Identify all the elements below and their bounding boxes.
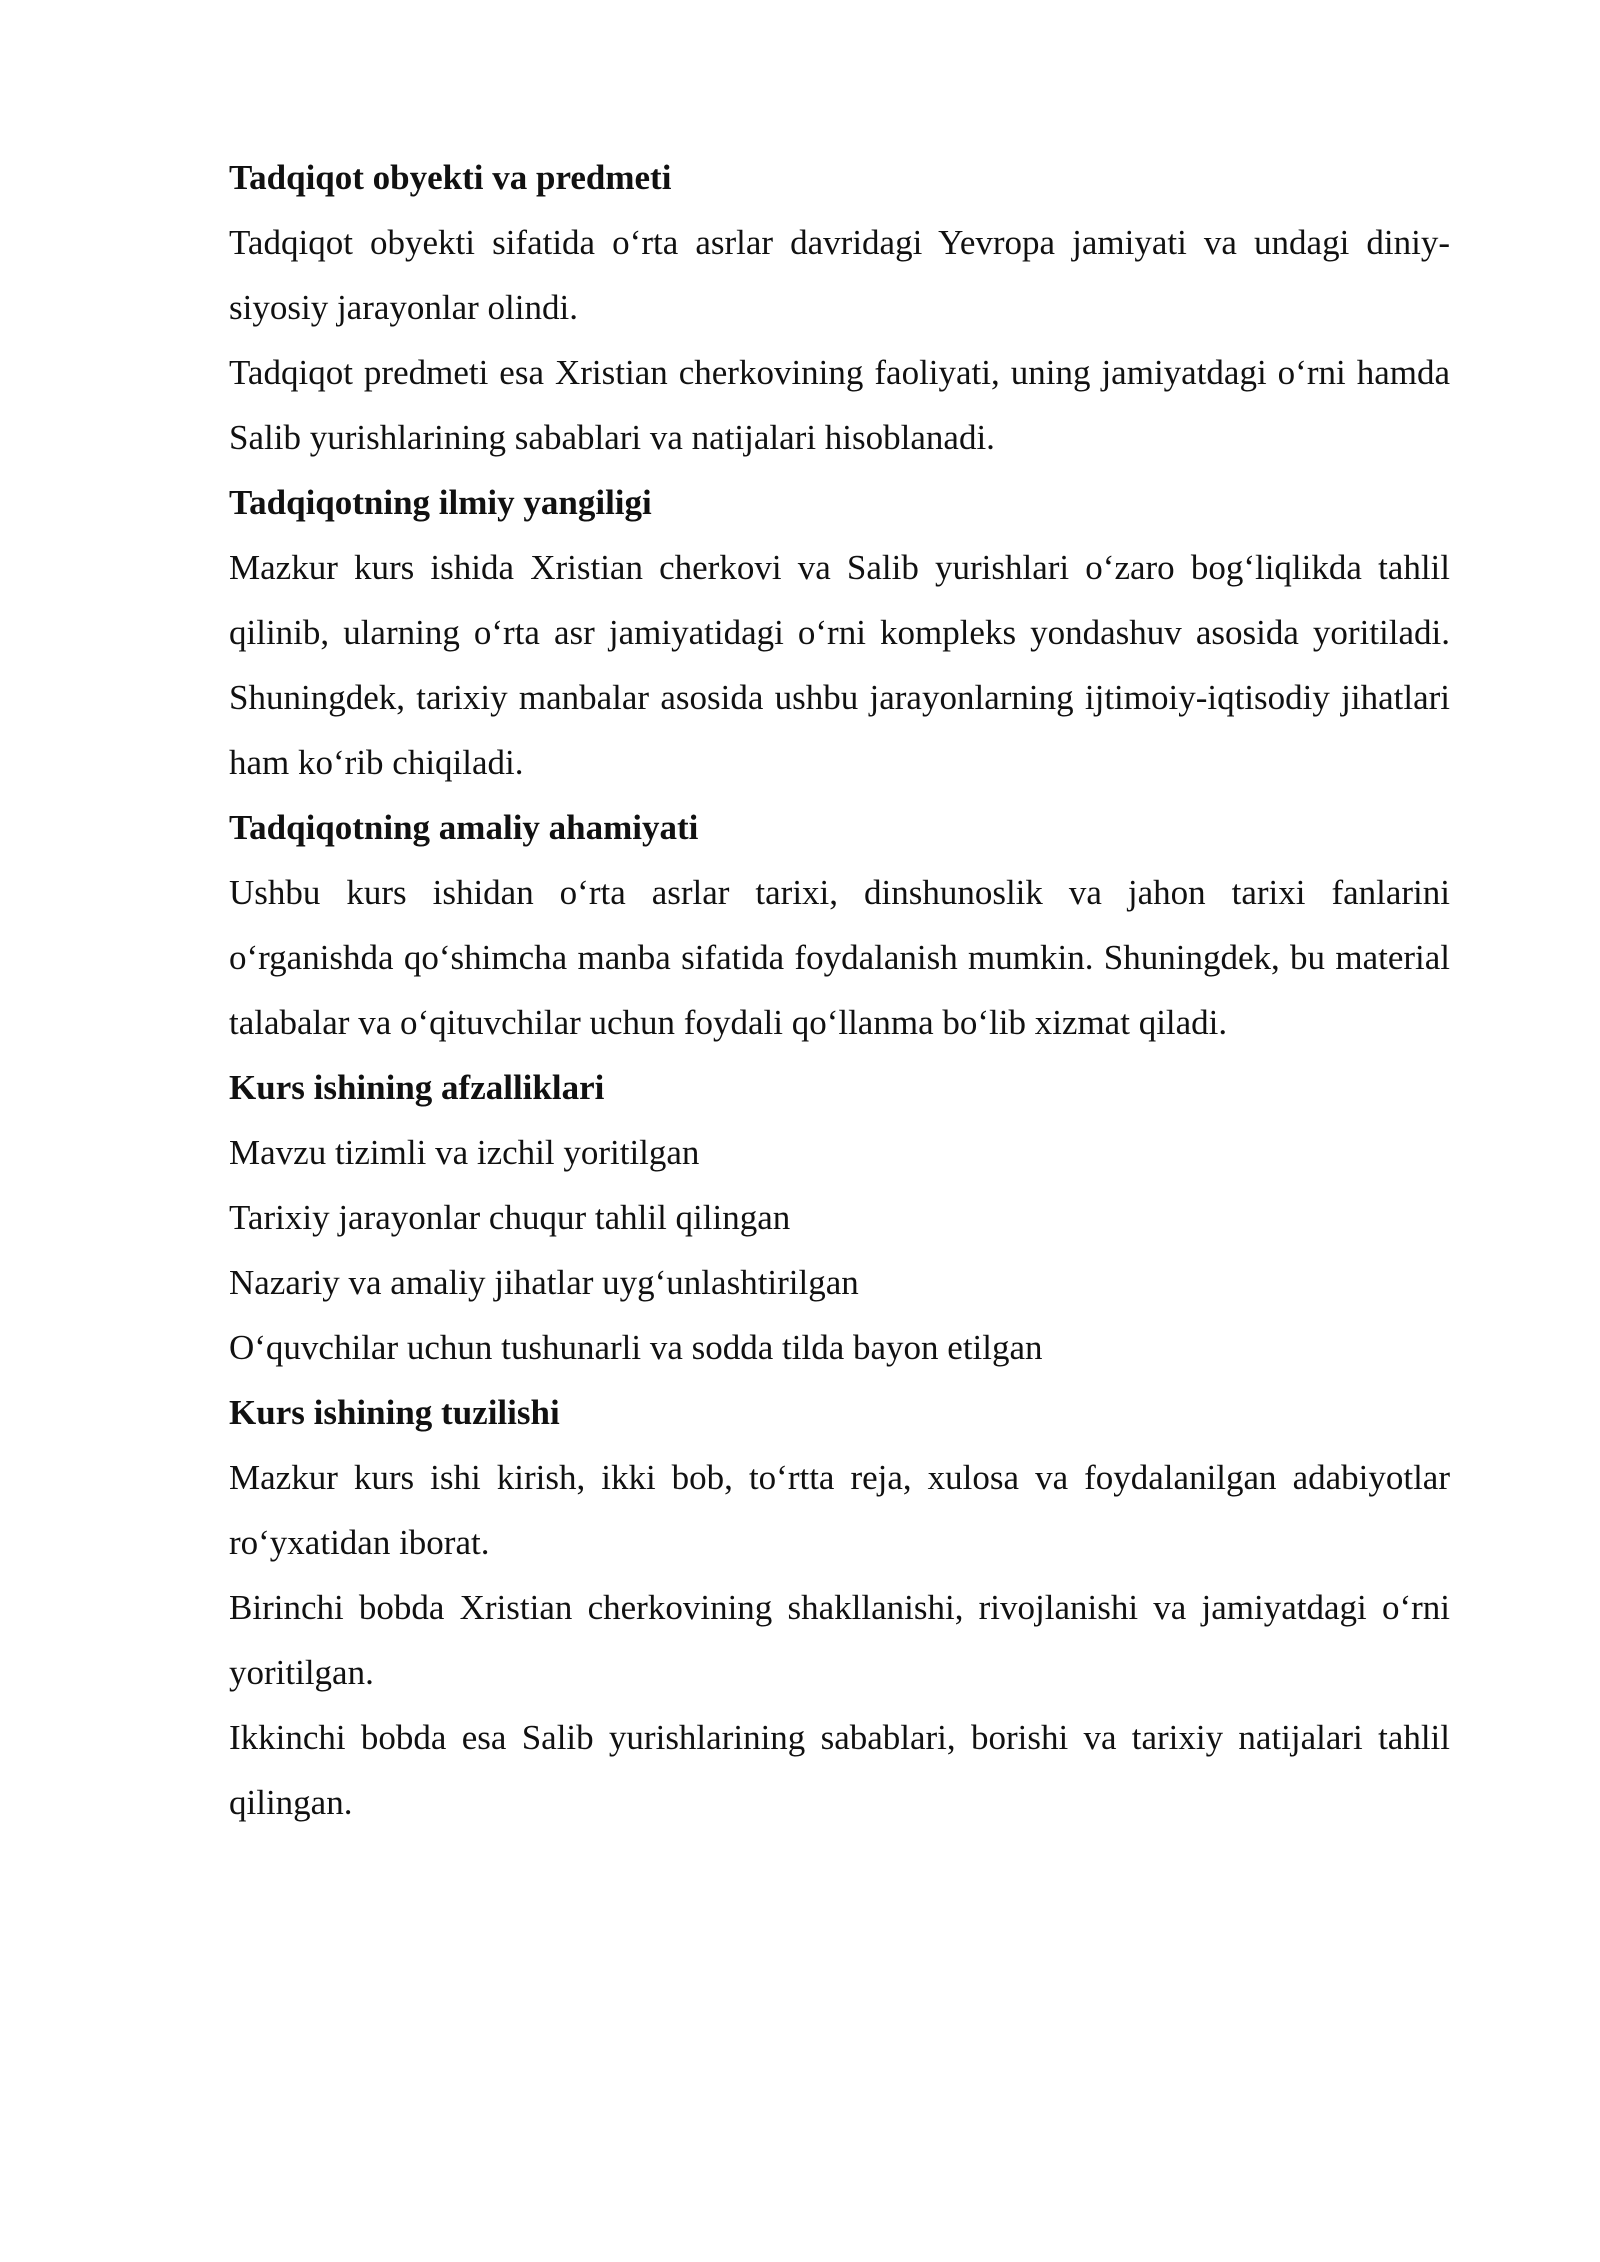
section-heading-object-subject: Tadqiqot obyekti va predmeti: [229, 158, 672, 197]
paragraph-chapter-two: Ikkinchi bobda esa Salib yurishlarining sabablari, borishi va tarixiy natijalari tahlil qilingan.: [229, 1718, 1450, 1822]
paragraph-scientific-novelty: Mazkur kurs ishida Xristian cherkovi va Salib yurishlari o‘zaro bog‘liqlikda tahlil qilinib, ularning o‘rta asr jamiyatidagi o‘rni kompleks yondashuv asosida yoritiladi. Shuningdek, tarixiy manbalar asosida ushbu jarayonlarning ijtimoiy-iqtisodiy jihatlari ham ko‘rib chiqiladi.: [229, 548, 1450, 782]
advantage-item: Tarixiy jarayonlar chuqur tahlil qilingan: [229, 1198, 791, 1237]
section-heading-practical-significance: Tadqiqotning amaliy ahamiyati: [229, 808, 699, 847]
advantage-item: Nazariy va amaliy jihatlar uyg‘unlashtirilgan: [229, 1263, 859, 1302]
advantage-item: O‘quvchilar uchun tushunarli va sodda tilda bayon etilgan: [229, 1328, 1043, 1367]
section-heading-advantages: Kurs ishining afzalliklari: [229, 1068, 605, 1107]
paragraph-practical-significance: Ushbu kurs ishidan o‘rta asrlar tarixi, dinshunoslik va jahon tarixi fanlarini o‘rganishda qo‘shimcha manba sifatida foydalanish mumkin. Shuningdek, bu material talabalar va o‘qituvchilar uchun foydali qo‘llanma bo‘lib xizmat qiladi.: [229, 873, 1450, 1042]
section-heading-structure: Kurs ishining tuzilishi: [229, 1393, 560, 1432]
paragraph-chapter-one: Birinchi bobda Xristian cherkovining shakllanishi, rivojlanishi va jamiyatdagi o‘rni yoritilgan.: [229, 1588, 1450, 1692]
document-page: [229, 145, 1450, 1835]
paragraph-structure-overview: Mazkur kurs ishi kirish, ikki bob, to‘rtta reja, xulosa va foydalanilgan adabiyotlar ro‘yxatidan iborat.: [229, 1458, 1450, 1562]
paragraph-research-subject: Tadqiqot predmeti esa Xristian cherkovining faoliyati, uning jamiyatdagi o‘rni hamda Salib yurishlarining sabablari va natijalari hisoblanadi.: [229, 353, 1450, 457]
section-heading-scientific-novelty: Tadqiqotning ilmiy yangiligi: [229, 483, 652, 522]
advantage-item: Mavzu tizimli va izchil yoritilgan: [229, 1133, 700, 1172]
paragraph-research-object: Tadqiqot obyekti sifatida o‘rta asrlar davridagi Yevropa jamiyati va undagi diniy-siyosiy jarayonlar olindi.: [229, 223, 1450, 327]
